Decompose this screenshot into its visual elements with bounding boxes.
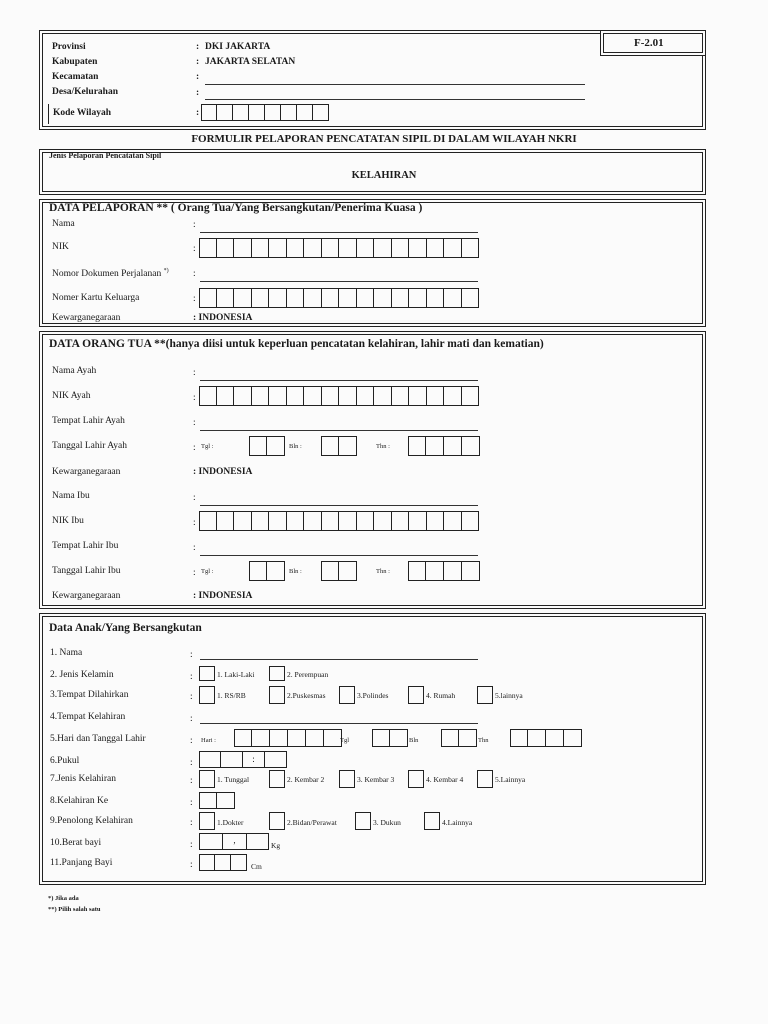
anak-title: Data Anak/Yang Bersangkutan — [49, 622, 202, 634]
td-option-2: 2.Puskesmas — [287, 691, 326, 700]
pukul-boxes[interactable] — [199, 751, 287, 768]
ayah-nik-boxes[interactable] — [199, 386, 479, 406]
ibu-nik-label: NIK Ibu — [52, 516, 84, 526]
pelapor-dokumen-field[interactable] — [200, 281, 478, 282]
form-code: F-2.01 — [634, 37, 664, 49]
penolong-option-3: 3. Dukun — [373, 818, 401, 827]
colon: : — [196, 108, 200, 118]
colon: : — [190, 650, 193, 660]
anak-thn-boxes[interactable] — [510, 729, 582, 747]
td-option-4: 4. Rumah — [426, 691, 456, 700]
penolong-option-1: 1.Dokter — [217, 818, 244, 827]
anak-tk-label: 4.Tempat Kelahiran — [50, 712, 126, 722]
ibu-kwn-text: INDONESIA — [198, 591, 253, 601]
jkel-option-4: 4. Kembar 4 — [426, 775, 464, 784]
label-kode-wilayah: Kode Wilayah — [53, 108, 111, 118]
kelahiran-ke-boxes[interactable] — [199, 792, 235, 809]
colon: : — [193, 418, 196, 428]
td-option-5-box[interactable] — [477, 686, 493, 704]
tgl-label: Tgl : — [201, 568, 214, 575]
colon: : — [196, 42, 200, 52]
kg-unit: Kg — [271, 841, 281, 850]
bln-label: Bln : — [289, 443, 302, 450]
tgl-label: Tgl — [340, 737, 350, 744]
anak-jkel-label: 7.Jenis Kelahiran — [50, 774, 116, 784]
jkel-option-1-box[interactable] — [199, 770, 215, 788]
ayah-thn-boxes[interactable] — [408, 436, 480, 456]
colon: : — [190, 840, 193, 850]
anak-hari-label: 5.Hari dan Tanggal Lahir — [50, 734, 146, 744]
pelapor-nik-boxes[interactable] — [199, 238, 479, 258]
cm-unit: Cm — [251, 862, 262, 871]
colon: : — [196, 57, 200, 67]
td-option-1-box[interactable] — [199, 686, 215, 704]
ibu-kwn-value: : INDONESIA — [193, 591, 253, 601]
sup-mark: *) — [163, 268, 169, 274]
pelapor-title: DATA PELAPORAN ** ( Orang Tua/Yang Bersangkutan/Penerima Kuasa ) — [49, 202, 423, 214]
colon: : — [193, 294, 196, 304]
label-kecamatan: Kecamatan — [52, 72, 99, 82]
penolong-option-1-box[interactable] — [199, 812, 215, 830]
anak-nama-field[interactable] — [200, 659, 478, 660]
anak-nama-label: 1. Nama — [50, 648, 83, 658]
ayah-nama-field[interactable] — [200, 380, 478, 381]
pelapor-kwn-text: INDONESIA — [198, 313, 253, 323]
anak-ke-label: 8.Kelahiran Ke — [50, 796, 109, 806]
jk-option-1-box[interactable] — [199, 666, 215, 681]
td-option-1: 1. RS/RB — [217, 691, 246, 700]
value-kabupaten: JAKARTA SELATAN — [205, 57, 296, 67]
bln-label: Bln : — [289, 568, 302, 575]
ayah-tempat-field[interactable] — [200, 430, 478, 431]
label-kabupaten: Kabupaten — [52, 57, 98, 67]
colon: : — [193, 493, 196, 503]
jenis-label: Jenis Pelaporan Pencatatan Sipil — [49, 151, 162, 160]
jkel-option-2: 2. Kembar 2 — [287, 775, 325, 784]
pelapor-nik-label: NIK — [52, 242, 69, 252]
footnote-2: **) Pilih salah satu — [48, 906, 101, 913]
anak-td-label: 3.Tempat Dilahirkan — [50, 690, 129, 700]
bln-label: Bln — [409, 737, 419, 744]
pelapor-dokumen-label — [52, 268, 169, 279]
anak-tgl-boxes[interactable] — [372, 729, 408, 747]
ayah-nik-label: NIK Ayah — [52, 391, 91, 401]
ayah-tgl-boxes[interactable] — [249, 436, 285, 456]
pelapor-kwn-label: Kewarganegaraan — [52, 313, 121, 323]
jkel-option-3-box[interactable] — [339, 770, 355, 788]
label-desa: Desa/Kelurahan — [52, 87, 118, 97]
pelapor-nama-label: Nama — [52, 219, 75, 229]
ayah-kwn-value: : INDONESIA — [193, 467, 253, 477]
ibu-bln-boxes[interactable] — [321, 561, 357, 581]
jk-option-2-box[interactable] — [269, 666, 285, 681]
jenis-value: KELAHIRAN — [351, 170, 417, 181]
colon: : — [193, 368, 196, 378]
ibu-tempat-label: Tempat Lahir Ibu — [52, 541, 119, 551]
pelapor-dokumen-text: Nomor Dokumen Perjalanan — [52, 269, 162, 280]
pelapor-kwn-value: : INDONESIA — [193, 313, 253, 323]
ibu-nama-label: Nama Ibu — [52, 491, 90, 501]
colon: : — [190, 798, 193, 808]
td-option-2-box[interactable] — [269, 686, 285, 704]
jkel-option-4-box[interactable] — [408, 770, 424, 788]
colon: : — [193, 443, 196, 453]
ibu-nik-boxes[interactable] — [199, 511, 479, 531]
thn-label: Thn : — [376, 443, 390, 450]
kecamatan-field[interactable] — [205, 84, 585, 85]
colon: : — [193, 568, 196, 578]
penolong-option-4: 4.Lainnya — [442, 818, 473, 827]
pukul-separator: : — [243, 751, 265, 768]
anak-bln-boxes[interactable] — [441, 729, 477, 747]
jk-option-1: 1. Laki-Laki — [217, 670, 255, 679]
jkel-option-2-box[interactable] — [269, 770, 285, 788]
jkel-option-5: 5.Lainnya — [495, 775, 526, 784]
anak-jk-label: 2. Jenis Kelamin — [50, 670, 114, 680]
ayah-nama-label: Nama Ayah — [52, 366, 97, 376]
form-title: FORMULIR PELAPORAN PENCATATAN SIPIL DI DALAM WILAYAH NKRI — [191, 133, 577, 145]
jk-option-2: 2. Perempuan — [287, 670, 329, 679]
ibu-kwn-label: Kewarganegaraan — [52, 591, 121, 601]
colon: : — [196, 88, 200, 98]
colon: : — [190, 860, 193, 870]
colon: : — [193, 543, 196, 553]
pelapor-kk-boxes[interactable] — [199, 288, 479, 308]
kode-wilayah-boxes[interactable] — [201, 104, 329, 121]
orangtua-title: DATA ORANG TUA **(hanya diisi untuk keperluan pencatatan kelahiran, lahir mati dan kematian) — [49, 338, 544, 350]
label-provinsi: Provinsi — [52, 42, 86, 52]
ibu-nama-field[interactable] — [200, 505, 478, 506]
value-provinsi: DKI JAKARTA — [205, 42, 271, 52]
td-option-4-box[interactable] — [408, 686, 424, 704]
colon: : — [190, 758, 193, 768]
colon: : — [193, 518, 196, 528]
hari-label: Hari : — [201, 737, 216, 744]
berat-separator: , — [223, 833, 247, 850]
penolong-option-2-box[interactable] — [269, 812, 285, 830]
penolong-option-2: 2.Bidan/Perawat — [287, 818, 337, 827]
ayah-bln-boxes[interactable] — [321, 436, 357, 456]
panjang-boxes[interactable] — [199, 854, 247, 871]
pelapor-nama-field[interactable] — [200, 232, 478, 233]
colon: : — [190, 692, 193, 702]
thn-label: Thn — [478, 737, 489, 744]
penolong-option-4-box[interactable] — [424, 812, 440, 830]
colon: : — [193, 220, 196, 230]
berat-boxes[interactable] — [199, 833, 247, 850]
td-option-3-box[interactable] — [339, 686, 355, 704]
ibu-tgl-boxes[interactable] — [249, 561, 285, 581]
penolong-option-3-box[interactable] — [355, 812, 371, 830]
colon: : — [193, 244, 196, 254]
td-option-3: 3.Polindes — [357, 691, 389, 700]
footnote-1: *) Jika ada — [48, 895, 79, 902]
colon: : — [190, 714, 193, 724]
anak-panjang-label: 11.Panjang Bayi — [50, 858, 113, 868]
ibu-tempat-field[interactable] — [200, 555, 478, 556]
anak-penolong-label: 9.Penolong Kelahiran — [50, 816, 133, 826]
colon: : — [193, 393, 196, 403]
hari-boxes[interactable] — [234, 729, 342, 747]
colon: : — [190, 776, 193, 786]
td-option-5: 5.lainnya — [495, 691, 523, 700]
anak-box — [39, 613, 706, 885]
pelapor-kk-label: Nomer Kartu Keluarga — [52, 293, 140, 303]
colon: : — [193, 269, 196, 279]
jkel-option-3: 3. Kembar 3 — [357, 775, 395, 784]
jkel-option-5-box[interactable] — [477, 770, 493, 788]
colon: : — [190, 818, 193, 828]
orangtua-box — [39, 331, 706, 609]
colon: : — [190, 736, 193, 746]
thn-label: Thn : — [376, 568, 390, 575]
jkel-option-1: 1. Tunggal — [217, 775, 250, 784]
ibu-tanggal-label: Tanggal Lahir Ibu — [52, 566, 121, 576]
tgl-label: Tgl : — [201, 443, 214, 450]
ayah-tanggal-label: Tanggal Lahir Ayah — [52, 441, 127, 451]
anak-tk-field[interactable] — [200, 723, 478, 724]
colon: : — [190, 672, 193, 682]
ayah-kwn-text: INDONESIA — [198, 467, 253, 477]
colon: : — [196, 72, 200, 82]
ayah-kwn-label: Kewarganegaraan — [52, 467, 121, 477]
anak-pukul-label: 6.Pukul — [50, 756, 80, 766]
ibu-thn-boxes[interactable] — [408, 561, 480, 581]
anak-berat-label: 10.Berat bayi — [50, 838, 102, 848]
ayah-tempat-label: Tempat Lahir Ayah — [52, 416, 125, 426]
desa-field[interactable] — [205, 99, 585, 100]
